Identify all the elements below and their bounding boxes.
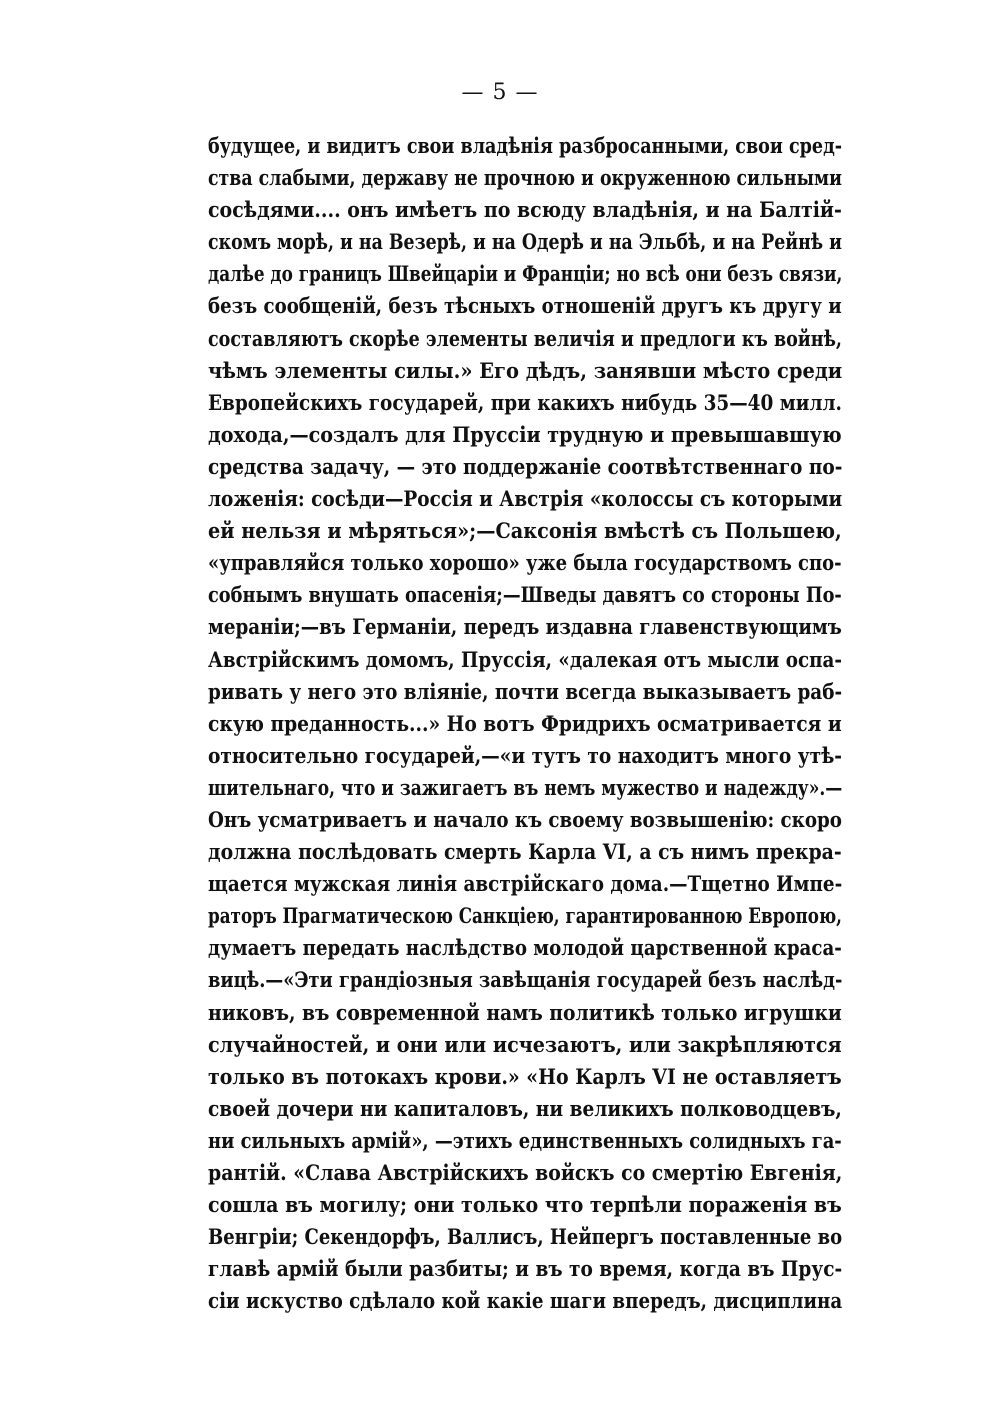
text-line: ства слабыми, державу не прочною и окруженною сильными xyxy=(208,165,842,191)
text-line: Венгріи; Секендорфъ, Валлисъ, Нейпергъ поставленные во xyxy=(208,1224,843,1250)
text-line: средства задачу, — это поддержаніе соотвѣтственнаго по- xyxy=(208,453,843,479)
text-line: «управляйся только хорошо» уже была государствомъ спо- xyxy=(208,550,842,576)
text-line: далѣе до границъ Швейцаріи и Франціи; но всѣ они безъ связи, xyxy=(208,261,843,287)
body-text xyxy=(208,130,842,1317)
text-line: своей дочери ни капиталовъ, ни великихъ полководцевъ, xyxy=(208,1095,842,1121)
text-line: Австрійскимъ домомъ, Пруссія, «далекая отъ мысли оспа- xyxy=(208,646,842,672)
text-line: вицѣ.—«Эти грандіозныя завѣщанія государей безъ наслѣд- xyxy=(208,967,843,993)
text-line: главѣ армій были разбиты; и въ то время, когда въ Прус- xyxy=(208,1256,843,1282)
text-line: ложенія: сосѣди—Россія и Австрія «колоссы съ которыми xyxy=(208,486,843,512)
text-line: шительнаго, что и зажигаетъ въ немъ мужество и надежду».— xyxy=(208,774,843,800)
text-line: думаетъ передать наслѣдство молодой царственной краса- xyxy=(208,935,842,961)
text-line: должна послѣдовать смерть Карла VI, а съ нимъ прекра- xyxy=(208,839,842,865)
text-line: скую преданность...» Но вотъ Фридрихъ осматривается и xyxy=(208,710,842,736)
text-line: ривать у него это вліяніе, почти всегда выказываетъ раб- xyxy=(208,678,843,704)
text-line: безъ сообщеній, безъ тѣсныхъ отношеній другъ къ другу и xyxy=(208,293,842,319)
text-line: собнымъ внушать опасенія;—Шведы давятъ со стороны По- xyxy=(208,582,842,608)
text-line: ни сильныхъ армій», —этихъ единственныхъ солидныхъ га- xyxy=(208,1127,842,1153)
text-line: чѣмъ элементы силы.» Его дѣдъ, занявши мѣсто среди xyxy=(208,357,843,383)
text-line: относительно государей,—«и тутъ то находитъ много утѣ- xyxy=(208,742,842,768)
text-line: дохода,—создалъ для Пруссіи трудную и превышавшую xyxy=(208,421,842,447)
text-line: рантій. «Слава Австрійскихъ войскъ со смертію Евгенія, xyxy=(208,1160,843,1185)
text-line: сосѣдями.... онъ имѣетъ по всюду владѣнія, и на Балтій- xyxy=(208,197,842,223)
text-line: Европейскихъ государей, при какихъ нибудь 35—40 милл. xyxy=(208,389,842,415)
text-line: сошла въ могилу; они только что терпѣли пораженія въ xyxy=(208,1192,842,1218)
text-line: Онъ усматриваетъ и начало къ своему возвышенію: скоро xyxy=(208,806,842,832)
text-line: щается мужская линія австрійскаго дома.—Тщетно Импе- xyxy=(208,871,843,897)
text-line: будущее, и видитъ свои владѣнія разбросанными, свои сред- xyxy=(208,133,843,158)
text-line: никовъ, въ современной намъ политикѣ только игрушки xyxy=(208,999,842,1025)
text-line: случайностей, и они или исчезаютъ, или закрѣпляются xyxy=(208,1031,842,1057)
text-line: сіи искуство сдѣлало кой какіе шаги впередъ, дисциплина xyxy=(208,1288,843,1314)
page-number: — 5 — xyxy=(461,80,539,105)
text-line: ей нельзя и мѣряться»;—Саксонія вмѣстѣ съ Польшею, xyxy=(208,518,842,544)
text-line: составляютъ скорѣе элементы величія и предлоги къ войнѣ, xyxy=(208,325,843,351)
text-line: только въ потокахъ крови.» «Но Карлъ VI не оставляетъ xyxy=(208,1063,842,1089)
text-line: скомъ морѣ, и на Везерѣ, и на Одерѣ и на Эльбѣ, и на Рейнѣ и xyxy=(208,229,842,255)
text-line: мераніи;—въ Германіи, передъ издавна главенствующимъ xyxy=(208,614,842,640)
text-line: раторъ Прагматическою Санкціею, гарантированною Европою, xyxy=(208,903,842,929)
